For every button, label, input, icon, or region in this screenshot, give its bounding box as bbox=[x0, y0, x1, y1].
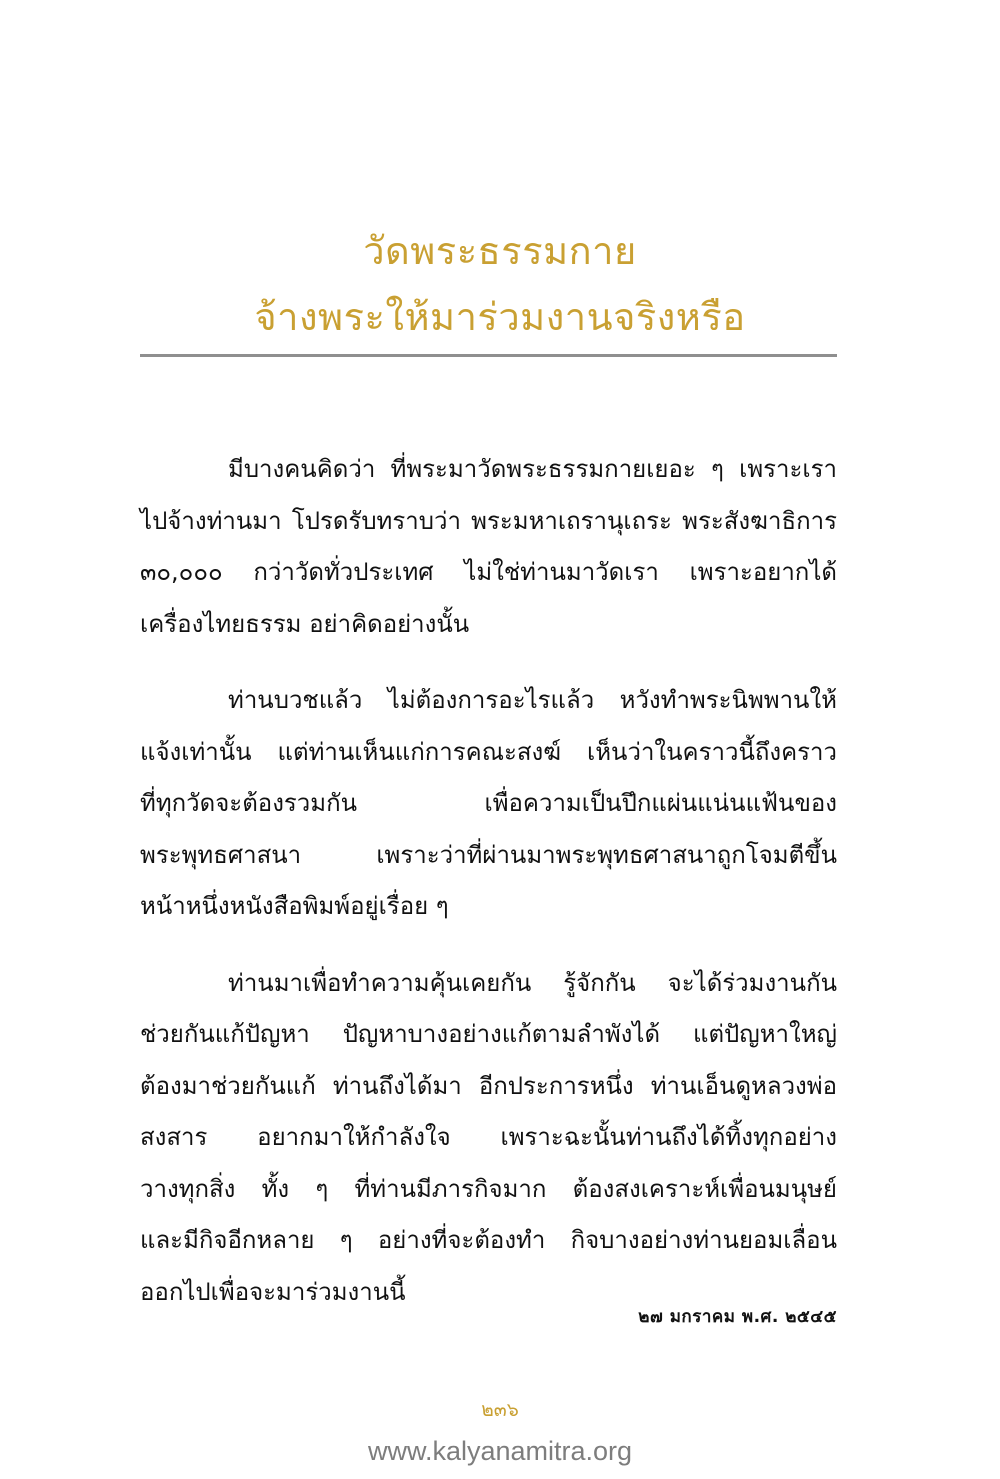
text-line: ออกไปเพื่อจะมาร่วมงานนี้ bbox=[140, 1277, 406, 1306]
text-line: สงสาร อยากมาให้กำลังใจ เพราะฉะนั้นท่านถึงได้ทิ้งทุกอย่าง bbox=[140, 1123, 837, 1151]
text-line: เครื่องไทยธรรม อย่าคิดอย่างนั้น bbox=[140, 609, 470, 638]
text-line: ที่ทุกวัดจะต้องรวมกัน เพื่อความเป็นปึกแผ่นแน่นแฟ้นของ bbox=[140, 789, 837, 817]
text-line: และมีกิจอีกหลาย ๆ อย่างที่จะต้องทำ กิจบางอย่างท่านยอมเลื่อน bbox=[140, 1226, 837, 1254]
text-line: วางทุกสิ่ง ทั้ง ๆ ที่ท่านมีภารกิจมาก ต้องสงเคราะห์เพื่อนมนุษย์ bbox=[140, 1174, 837, 1203]
paragraph-3 bbox=[140, 958, 837, 1319]
title-line-1: วัดพระธรรมกาย bbox=[363, 229, 637, 273]
text-line: ต้องมาช่วยกันแก้ ท่านถึงได้มา อีกประการหนึ่ง ท่านเอ็นดูหลวงพ่อ bbox=[140, 1071, 837, 1100]
text-line: ช่วยกันแก้ปัญหา ปัญหาบางอย่างแก้ตามลำพังได้ แต่ปัญหาใหญ่ bbox=[140, 1020, 837, 1048]
title-divider bbox=[140, 354, 837, 357]
text-line: ไปจ้างท่านมา โปรดรับทราบว่า พระมหาเถรานุเถระ พระสังฆาธิการ bbox=[140, 506, 837, 535]
text-line: หน้าหนึ่งหนังสือพิมพ์อยู่เรื่อย ๆ bbox=[140, 892, 449, 920]
chapter-title bbox=[0, 218, 1000, 350]
text-line: มีบางคนคิดว่า ที่พระมาวัดพระธรรมกายเยอะ ๆ เพราะเรา bbox=[228, 455, 837, 483]
text-line: ๓๐,๐๐๐ กว่าวัดทั่วประเทศ ไม่ใช่ท่านมาวัดเรา เพราะอยากได้ bbox=[140, 558, 837, 586]
body-text bbox=[140, 444, 837, 1343]
date-stamp: ๒๗ มกราคม พ.ศ. ๒๕๔๕ bbox=[638, 1307, 837, 1327]
paragraph-1 bbox=[140, 444, 837, 650]
page-number: ๒๓๖ bbox=[481, 1399, 519, 1421]
title-line-2: จ้างพระให้มาร่วมงานจริงหรือ bbox=[254, 295, 746, 339]
paragraph-2 bbox=[140, 675, 837, 933]
footer-url: www.kalyanamitra.org bbox=[367, 1436, 633, 1466]
text-line: ท่านบวชแล้ว ไม่ต้องการอะไรแล้ว หวังทำพระนิพพานให้ bbox=[228, 686, 837, 714]
text-line: พระพุทธศาสนา เพราะว่าที่ผ่านมาพระพุทธศาสนาถูกโจมตีขึ้น bbox=[140, 840, 837, 869]
text-line: แจ้งเท่านั้น แต่ท่านเห็นแก่การคณะสงฆ์ เห็นว่าในคราวนี้ถึงคราว bbox=[140, 737, 837, 766]
text-line: ท่านมาเพื่อทำความคุ้นเคยกัน รู้จักกัน จะได้ร่วมงานกัน bbox=[228, 968, 837, 997]
